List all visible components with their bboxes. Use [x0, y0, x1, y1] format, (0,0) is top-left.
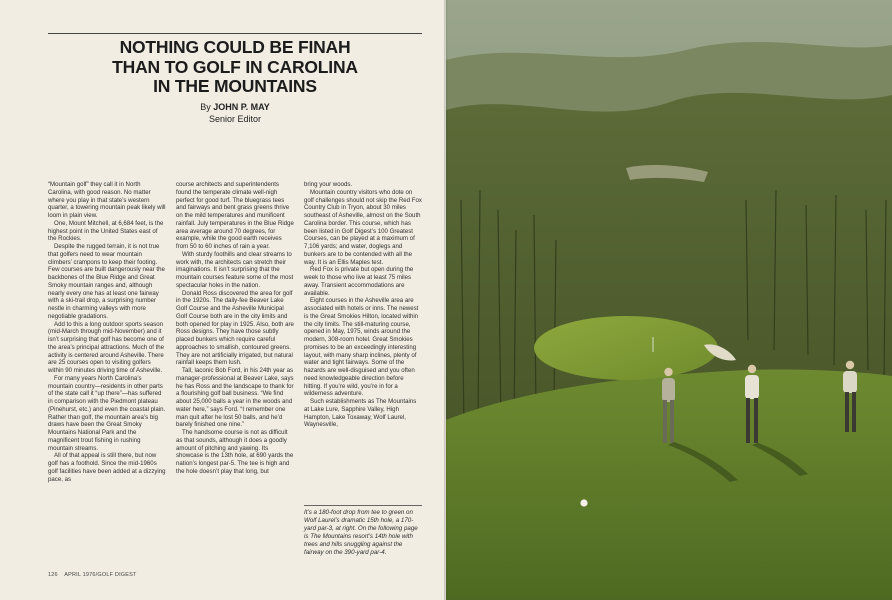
- golf-course-photo: [446, 0, 892, 600]
- paragraph: Add to this a long outdoor sports season (mid-March through mid-November) and it isn’t surprising that golf has become one of the area’s principal attractions. Much of the activity is centered around Asheville. There are 25 courses open to visiting golfers within 90 minutes driving time of Asheville.: [48, 320, 165, 374]
- author-name: JOHN P. MAY: [213, 102, 270, 112]
- caption-rule: [304, 505, 422, 506]
- paragraph: course architects and superintendents found the temperate climate well-nigh perfect for good turf. The bluegrass tees and fairways and bent grass greens thrive on the mild temperatures and munificent rainfall. July temperatures in the Blue Ridge area average around 70 degrees, for example, while the good earth receives from 50 to 60 inches of rain a year.: [176, 181, 294, 250]
- paragraph: Despite the rugged terrain, it is not true that golfers need to wear mountain climbers’ crampons to keep their footing. Few courses are built dangerously near the backbones of the Blue Ridge and Great Smoky mountain ranges and, although nearly every one has at least one fairway with a ski-trail drop, a surprising number nestle in charming valleys with more negotiable gradations.: [48, 243, 165, 320]
- paragraph: Red Fox is private but open during the week to those who live at least 75 miles away. Transient accommodations are available.: [304, 266, 414, 297]
- byline-line: [48, 101, 422, 113]
- top-rule: [48, 33, 422, 34]
- paragraph: Donald Ross discovered the area for golf in the 1920s. The daily-fee Beaver Lake Golf Course and the Asheville Municipal Golf Course both are in the city limits and both opened for play in 1925. Also, both are Ross designs. They have those subtly placed bunkers which require careful approaches to smallish, contoured greens. They are not artificially irrigated, but natural rainfall keeps them lush.: [176, 289, 294, 367]
- issue-line: APRIL 1976/GOLF DIGEST: [64, 572, 137, 578]
- headline-line: THAN TO GOLF IN CAROLINA: [112, 56, 358, 77]
- paragraph: The handsome course is not as difficult as that sounds, although it does a goodly amount of pitching and yawing. Its showcase is the 13th hole, at 690 yards the nation’s longest par-5. The tee is high and the hole doesn’t play that long, but: [176, 429, 294, 475]
- paragraph: Mountain country visitors who dote on golf challenges should not skip the Red Fox Country Club in Tryon, about 30 miles southeast of Asheville, almost on the South Carolina border. This course, which has been listed in Golf Digest’s 100 Greatest Courses, can be played at a maximum of 7,106 yards; and water, doglegs and bunkers are to be contended with all the way. It is an Ellis Maples test.: [304, 188, 422, 266]
- photo-page: [446, 0, 892, 600]
- byline-prefix: By: [200, 102, 211, 112]
- paragraph: One, Mount Mitchell, at 6,684 feet, is the highest point in the United States east of the Rockies.: [48, 219, 164, 243]
- text-column-2: [176, 181, 294, 476]
- paragraph: For many years North Carolina’s mountain country—residents in other parts of the state call it “up there”—has suffered in comparison with the Piedmont plateau (Pinehurst, etc.) and even the coastal plain. Rather than golf, the mountain area’s big draws have been the Great Smoky Mountains National Park and the magnificent trout fishing in rushing mountain streams.: [48, 374, 166, 452]
- paragraph: “Mountain golf” they call it in North Carolina, with good reason. No matter where you play in that state’s western quarter, a towering mountain peak likely will loom in plain view.: [48, 181, 166, 219]
- page-gutter: [444, 0, 448, 600]
- byline: [48, 101, 422, 125]
- text-column-1: [48, 181, 166, 483]
- fairway-slope: [446, 369, 892, 600]
- headline-line: IN THE MOUNTAINS: [153, 76, 317, 96]
- paragraph: With sturdy foothills and clear streams to work with, the architects can stretch their imaginations. It isn’t surprising that the mountain courses feature some of the most spectacular holes in the nation.: [176, 250, 294, 289]
- paragraph: Eight courses in the Asheville area are associated with hotels or inns. The newest is the Great Smokies Hilton, located within the city limits. The still-maturing course, opened in May, 1975, winds around the modern, 308-room hotel. Great Smokies promises to be an exceedingly interesting layout, with many sharp inclines, plenty of water and tight fairways. Some of the hazards are well-disguised and you often need knowledgeable direction before hitting. If you’re wild, you’re in for a wilderness adventure.: [304, 297, 419, 398]
- text-column-3: [304, 181, 422, 429]
- paragraph: bring your woods.: [304, 181, 353, 188]
- photo-caption: It’s a 180-foot drop from tee to green on Wolf Laurel’s dramatic 15th hole, a 170-yard par-3, at right. On the following page is The Mountains resort’s 14th hole with trees and hills snuggling against the fairway on the 390-yard par-4.: [304, 509, 418, 556]
- golf-ball: [580, 499, 587, 506]
- headline: [48, 38, 422, 97]
- paragraph: Tall, laconic Bob Ford, in his 24th year as manager-professional at Beaver Lake, says he has Ross and the landscape to thank for a flourishing golf ball business. “We find about 25,000 balls a year in the woods and water here,” says Ford. “I remember one man quit after he lost 50 balls, and he’d barely finished one nine.”: [176, 367, 294, 429]
- paragraph: All of that appeal is still there, but now golf has a foothold. Since the mid-1960s golf facilities have been added at a dizzying pace, as: [48, 452, 166, 483]
- putting-green: [534, 316, 718, 380]
- page-number: 126: [48, 572, 58, 578]
- headline-line: NOTHING COULD BE FINAH: [119, 37, 351, 57]
- folio: [48, 572, 142, 578]
- author-title: Senior Editor: [208, 114, 262, 124]
- paragraph: Such establishments as The Mountains at Lake Lure, Sapphire Valley, High Hampton, Lake Toxaway, Wolf Laurel, Waynesville,: [304, 398, 417, 429]
